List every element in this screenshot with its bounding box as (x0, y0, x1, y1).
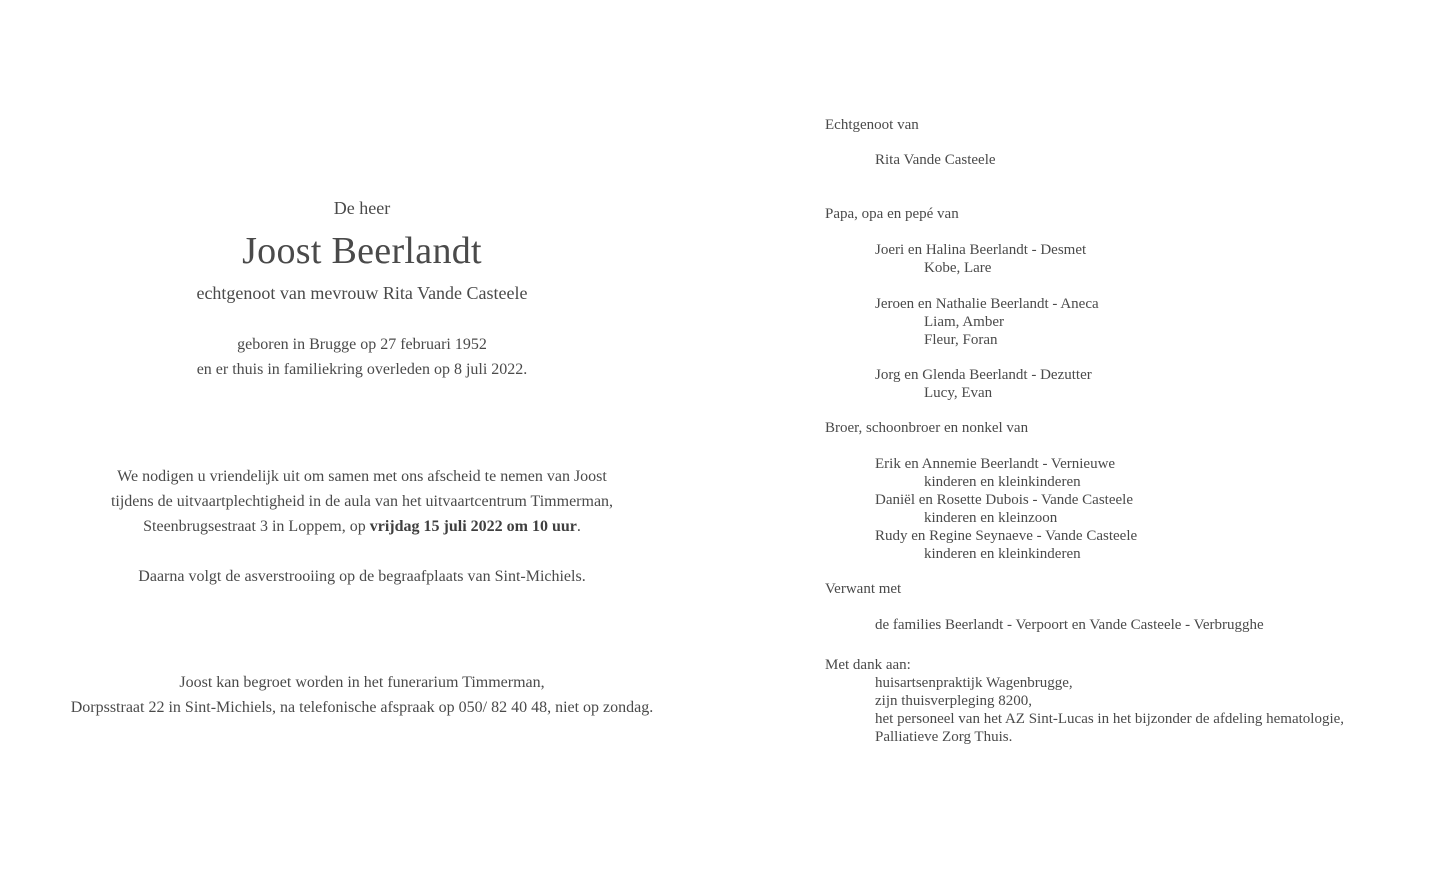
invite-line-3-prefix: Steenbrugsestraat 3 in Loppem, op (143, 518, 370, 535)
related-families: de families Beerlandt - Verpoort en Vande Casteele - Verbrugghe (875, 617, 1264, 633)
sibling-1-descendants: kinderen en kleinkinderen (924, 474, 1081, 490)
thanks-item-4: Palliatieve Zorg Thuis. (875, 729, 1013, 745)
related-heading: Verwant met (825, 581, 902, 597)
invite-line-1: We nodigen u vriendelijk uit om samen met ons afscheid te nemen van Joost (117, 468, 607, 485)
ceremony-datetime: vrijdag 15 juli 2022 om 10 uur (369, 518, 577, 535)
sibling-2-descendants: kinderen en kleinzoon (924, 510, 1058, 526)
family-3: Jorg en Glenda Beerlandt - Dezutter (875, 367, 1092, 383)
honorific: De heer (333, 198, 391, 218)
thanks-item-2: zijn thuisverpleging 8200, (875, 693, 1033, 709)
family-2-grandchildren-a: Liam, Amber (924, 314, 1004, 330)
family-1-grandchildren: Kobe, Lare (924, 260, 992, 276)
siblings-heading: Broer, schoonbroer en nonkel van (825, 420, 1029, 436)
visit-line-2: Dorpsstraat 22 in Sint-Michiels, na telefonische afspraak op 050/ 82 40 48, niet op zondag. (70, 699, 654, 716)
family-1: Joeri en Halina Beerlandt - Desmet (875, 242, 1087, 258)
thanks-item-3: het personeel van het AZ Sint-Lucas in het bijzonder de afdeling hematologie, (875, 711, 1345, 727)
sibling-3-descendants: kinderen en kleinkinderen (924, 546, 1081, 562)
sibling-3: Rudy en Regine Seynaeve - Vande Casteele (875, 528, 1138, 544)
spouse-heading: Echtgenoot van (825, 117, 919, 133)
thanks-heading: Met dank aan: (825, 657, 911, 673)
invite-line-3 (60, 514, 664, 539)
birth-line: geboren in Brugge op 27 februari 1952 (237, 336, 487, 353)
spouse-name: Rita Vande Casteele (875, 152, 996, 168)
family-2: Jeroen en Nathalie Beerlandt - Aneca (875, 296, 1099, 312)
visit-line-1: Joost kan begroet worden in het funerarium Timmerman, (179, 674, 545, 691)
family-3-grandchildren: Lucy, Evan (924, 385, 993, 401)
spouse-line: echtgenoot van mevrouw Rita Vande Casteele (196, 283, 528, 303)
scatter-line: Daarna volgt de asverstrooiing op de begraafplaats van Sint-Michiels. (138, 568, 586, 585)
deceased-name: Joost Beerlandt (242, 230, 482, 272)
thanks-item-1: huisartsenpraktijk Wagenbrugge, (875, 675, 1073, 691)
sibling-1: Erik en Annemie Beerlandt - Vernieuwe (875, 456, 1116, 472)
death-line: en er thuis in familiekring overleden op 8 juli 2022. (196, 361, 528, 378)
family-2-grandchildren-b: Fleur, Foran (924, 332, 998, 348)
invite-line-3-suffix: . (576, 518, 581, 535)
sibling-2: Daniël en Rosette Dubois - Vande Casteele (875, 492, 1133, 508)
invite-line-2: tijdens de uitvaartplechtigheid in de aula van het uitvaartcentrum Timmerman, (110, 493, 614, 510)
children-heading: Papa, opa en pepé van (825, 206, 959, 222)
